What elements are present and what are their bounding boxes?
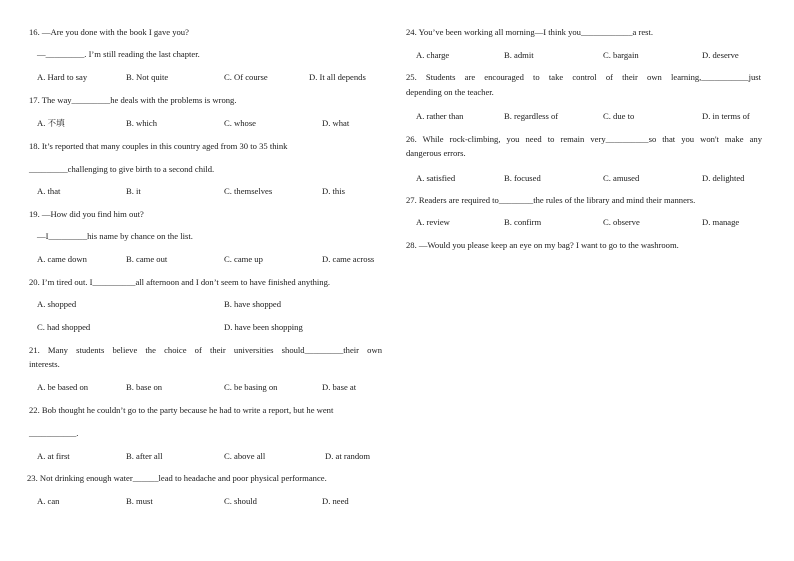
q22-option-b: B. after all <box>126 451 163 461</box>
q24-option-c: C. bargain <box>603 50 639 60</box>
q25-stem-continued: depending on the teacher. <box>406 87 494 97</box>
q22-option-a: A. at first <box>37 451 70 461</box>
q26-option-d: D. delighted <box>702 173 745 183</box>
q18-stem-continued: _________challenging to give birth to a second child. <box>29 164 215 174</box>
q18-stem: 18. It’s reported that many couples in this country aged from 30 to 35 think <box>29 141 288 151</box>
q18-option-b: B. it <box>126 186 141 196</box>
q22-option-d: D. at random <box>325 451 371 461</box>
q26-option-a: A. satisfied <box>416 173 456 183</box>
q23-option-a: A. can <box>37 496 60 506</box>
q16-stem: 16. —Are you done with the book I gave you? <box>29 27 189 37</box>
q20-option-c: C. had shopped <box>37 322 91 332</box>
q18-option-a: A. that <box>37 186 61 196</box>
q21-option-b: B. base on <box>126 382 163 392</box>
q19-reply: —I_________his name by chance on the list. <box>37 231 193 241</box>
q18-option-c: C. themselves <box>224 186 273 196</box>
q26-option-c: C. amused <box>603 173 640 183</box>
q21-option-a: A. be based on <box>37 382 89 392</box>
q20-stem: 20. I’m tired out. I__________all afternoon and I don’t seem to have finished anything. <box>29 277 331 287</box>
q21-stem: 21. Many students believe the choice of their universities should_________their own <box>29 345 382 355</box>
q27-stem: 27. Readers are required to________the rules of the library and mind their manners. <box>406 195 696 205</box>
q27-option-d: D. manage <box>702 217 740 227</box>
q24-option-a: A. charge <box>416 50 450 60</box>
q26-stem: 26. While rock-climbing, you need to remain very__________so that you won't make any <box>406 134 762 144</box>
q20-option-d: D. have been shopping <box>224 322 303 332</box>
q19-option-c: C. came up <box>224 254 263 264</box>
q27-option-c: C. observe <box>603 217 640 227</box>
q27-option-b: B. confirm <box>504 217 542 227</box>
q20-option-b: B. have shopped <box>224 299 282 309</box>
q24-stem: 24. You’ve been working all morning—I think you____________a rest. <box>406 27 654 37</box>
q22-option-c: C. above all <box>224 451 266 461</box>
q17-option-a: A. 不填 <box>37 118 65 128</box>
q16-option-c: C. Of course <box>224 72 268 82</box>
q19-option-b: B. came out <box>126 254 168 264</box>
q18-option-d: D. this <box>322 186 345 196</box>
q25-stem: 25. Students are encouraged to take control of their own learning,___________just <box>406 72 761 82</box>
q17-option-d: D. what <box>322 118 350 128</box>
q21-option-c: C. be basing on <box>224 382 278 392</box>
q23-option-b: B. must <box>126 496 153 506</box>
q19-option-d: D. came across <box>322 254 375 264</box>
q25-option-c: C. due to <box>603 111 635 121</box>
q19-option-a: A. came down <box>37 254 87 264</box>
q23-option-c: C. should <box>224 496 257 506</box>
q24-option-d: D. deserve <box>702 50 739 60</box>
q23-stem: 23. Not drinking enough water______lead to headache and poor physical performance. <box>27 473 327 483</box>
q24-option-b: B. admit <box>504 50 534 60</box>
q17-option-b: B. which <box>126 118 158 128</box>
q20-option-a: A. shopped <box>37 299 77 309</box>
q21-option-d: D. base at <box>322 382 357 392</box>
q19-stem: 19. —How did you find him out? <box>29 209 144 219</box>
q22-stem-continued: ___________. <box>29 428 79 438</box>
q26-stem-continued: dangerous errors. <box>406 148 466 158</box>
q27-option-a: A. review <box>416 217 450 227</box>
q28-stem: 28. —Would you please keep an eye on my bag? I want to go to the washroom. <box>406 240 679 250</box>
q16-option-a: A. Hard to say <box>37 72 88 82</box>
q17-option-c: C. whose <box>224 118 256 128</box>
q22-stem: 22. Bob thought he couldn’t go to the party because he had to write a report, but he went <box>29 405 334 415</box>
q16-reply: —_________. I’m still reading the last chapter. <box>37 49 200 59</box>
q21-stem-continued: interests. <box>29 359 60 369</box>
q25-option-a: A. rather than <box>416 111 464 121</box>
q16-option-d: D. It all depends <box>309 72 366 82</box>
q16-option-b: B. Not quite <box>126 72 169 82</box>
q25-option-d: D. in terms of <box>702 111 750 121</box>
q25-option-b: B. regardless of <box>504 111 559 121</box>
q17-stem: 17. The way_________he deals with the problems is wrong. <box>29 95 237 105</box>
q26-option-b: B. focused <box>504 173 541 183</box>
q23-option-d: D. need <box>322 496 349 506</box>
